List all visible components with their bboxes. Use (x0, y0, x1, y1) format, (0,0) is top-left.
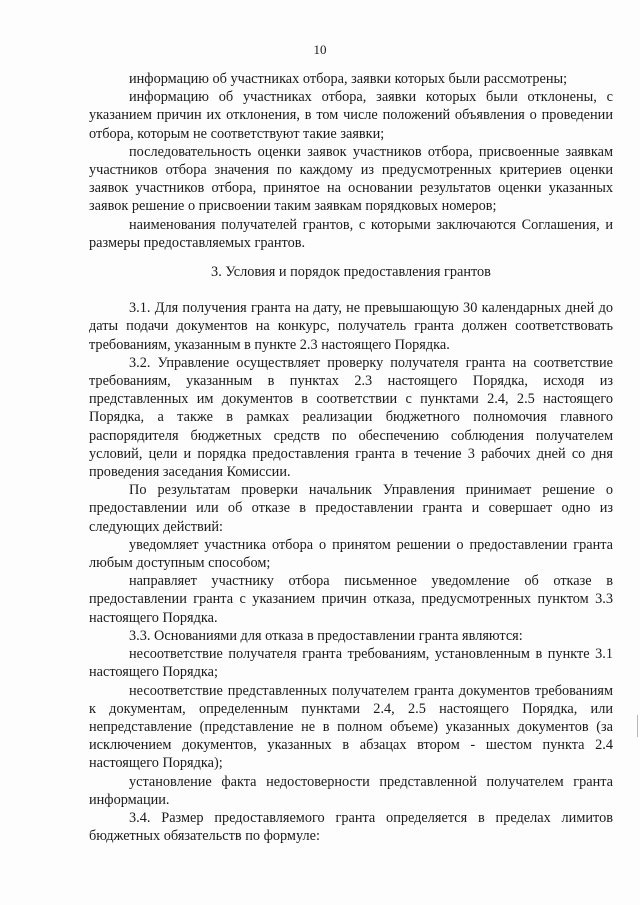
paragraph: направляет участнику отбора письменное уведомление об отказе в предоставлении гранта с указанием причин отказа, предусмотренных пунктом 3.3 настоящего Порядка. (89, 573, 613, 626)
paragraph: информацию об участниках отбора, заявки которых были отклонены, с указанием причин их отклонения, в том числе положений объявления о проведении отбора, которым не соответствуют такие заявки; (89, 89, 613, 142)
paragraph: уведомляет участника отбора о принятом решении о предоставлении гранта любым доступным способом; (89, 536, 613, 572)
paragraph: 3.2. Управление осуществляет проверку получателя гранта на соответствие требованиям, указанным в пунктах 2.3 настоящего Порядка, исходя из представленных им документов в соответствии с пунктами 2.4, 2.5 настоящего Порядка, а также в рамках реализации бюджетного полномочия главного распорядителя бюджетных средств по обеспечению соблюдения получателем условий, цели и порядка предоставления гранта в течение 3 рабочих дней со дня проведения заседания Комиссии. (89, 354, 613, 481)
paragraph: установление факта недостоверности представленной получателем гранта информации. (89, 773, 613, 808)
paragraph: наименования получателей грантов, с которыми заключаются Соглашения, и размеры предоставляемых грантов. (89, 216, 613, 251)
section-heading: 3. Условия и порядок предоставления грантов (211, 264, 491, 281)
paragraph: информацию об участниках отбора, заявки которых были рассмотрены; (129, 71, 568, 87)
document-body (89, 70, 613, 845)
scan-edge-mark (637, 715, 638, 737)
paragraph: По результатам проверки начальник Управления принимает решение о предоставлении или об отказе в предоставлении гранта и совершает одно из следующих действий: (89, 482, 613, 535)
paragraph: 3.3. Основаниями для отказа в предоставлении гранта являются: (129, 627, 523, 644)
paragraph: несоответствие получателя гранта требованиям, установленным в пункте 3.1 настоящего Порядка; (89, 646, 613, 681)
paragraph: 3.1. Для получения гранта на дату, не превышающую 30 календарных дней до даты подачи документов на конкурс, получатель гранта должен соответствовать требованиям, указанным в пункте 2.3 настоящего Порядка. (89, 300, 613, 353)
page-number: 10 (313, 42, 327, 57)
paragraph: несоответствие представленных получателем гранта документов требованиям к документам, определенным пунктами 2.4, 2.5 настоящего Порядка, или непредставление (представление не в полном объеме) указанных документов (за исключением документов, указанных в абзацах втором - шестом пункта 2.4 настоящего Порядка); (89, 682, 613, 772)
paragraph: 3.4. Размер предоставляемого гранта определяется в пределах лимитов бюджетных обязательств по формуле: (89, 809, 613, 845)
paragraph: последовательность оценки заявок участников отбора, присвоенные заявкам участников отбора значения по каждому из предусмотренных критериев оценки заявок участников отбора, принятое на основании результатов оценки указанных заявок решение о присвоении таким заявкам порядковых номеров; (89, 143, 613, 215)
